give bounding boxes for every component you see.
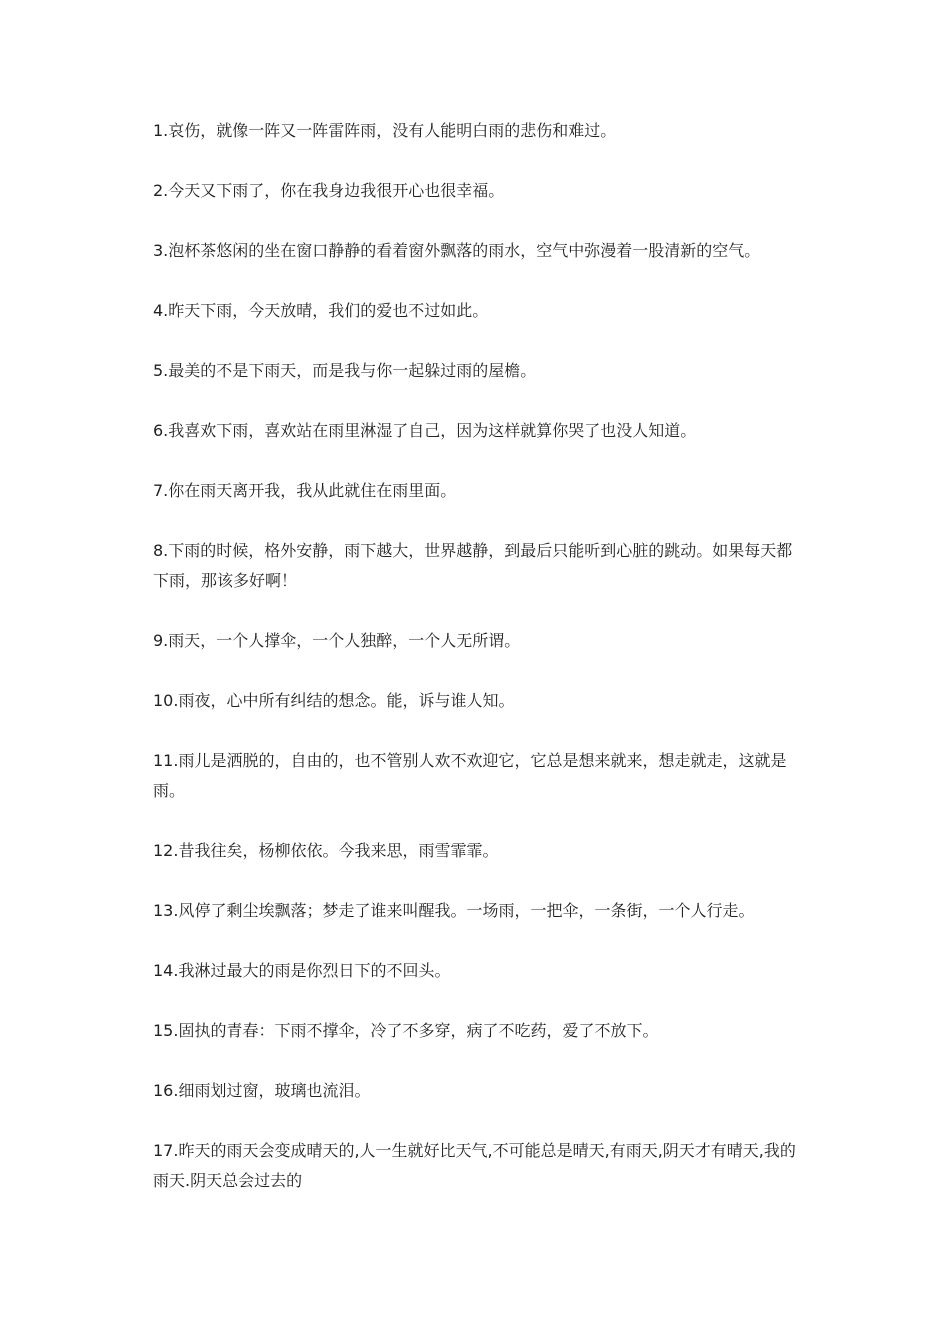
list-item: 17.昨天的雨天会变成晴天的,人一生就好比天气,不可能总是晴天,有雨天,阴天才有晴天,我的雨天.阴天总会过去的 <box>153 1141 796 1190</box>
list-item: 12.昔我往矣，杨柳依依。今我来思，雨雪霏霏。 <box>153 841 499 860</box>
list-item: 16.细雨划过窗，玻璃也流泪。 <box>153 1081 371 1100</box>
list-item: 4.昨天下雨，今天放晴，我们的爱也不过如此。 <box>153 301 489 320</box>
list-item: 5.最美的不是下雨天，而是我与你一起躲过雨的屋檐。 <box>153 361 537 380</box>
list-item: 6.我喜欢下雨，喜欢站在雨里淋湿了自己，因为这样就算你哭了也没人知道。 <box>153 421 697 440</box>
list-item: 2.今天又下雨了，你在我身边我很开心也很幸福。 <box>153 181 505 200</box>
list-item: 10.雨夜，心中所有纠结的想念。能，诉与谁人知。 <box>153 691 515 710</box>
list-item: 13.风停了剩尘埃飘落；梦走了谁来叫醒我。一场雨，一把伞，一条街，一个人行走。 <box>153 901 755 920</box>
list-item: 3.泡杯茶悠闲的坐在窗口静静的看着窗外飘落的雨水，空气中弥漫着一股清新的空气。 <box>153 241 761 260</box>
sentence-list <box>153 116 803 1226</box>
list-item: 9.雨天，一个人撑伞，一个人独醉，一个人无所谓。 <box>153 631 521 650</box>
list-item: 8.下雨的时候，格外安静，雨下越大，世界越静，到最后只能听到心脏的跳动。如果每天都下雨，那该多好啊！ <box>153 541 793 590</box>
list-item: 15.固执的青春：下雨不撑伞，冷了不多穿，病了不吃药，爱了不放下。 <box>153 1021 659 1040</box>
list-item: 11.雨儿是洒脱的，自由的，也不管别人欢不欢迎它，它总是想来就来，想走就走，这就是雨。 <box>153 751 787 800</box>
list-item: 7.你在雨天离开我，我从此就住在雨里面。 <box>153 481 457 500</box>
list-item: 14.我淋过最大的雨是你烈日下的不回头。 <box>153 961 451 980</box>
list-item: 1.哀伤，就像一阵又一阵雷阵雨，没有人能明白雨的悲伤和难过。 <box>153 121 617 140</box>
